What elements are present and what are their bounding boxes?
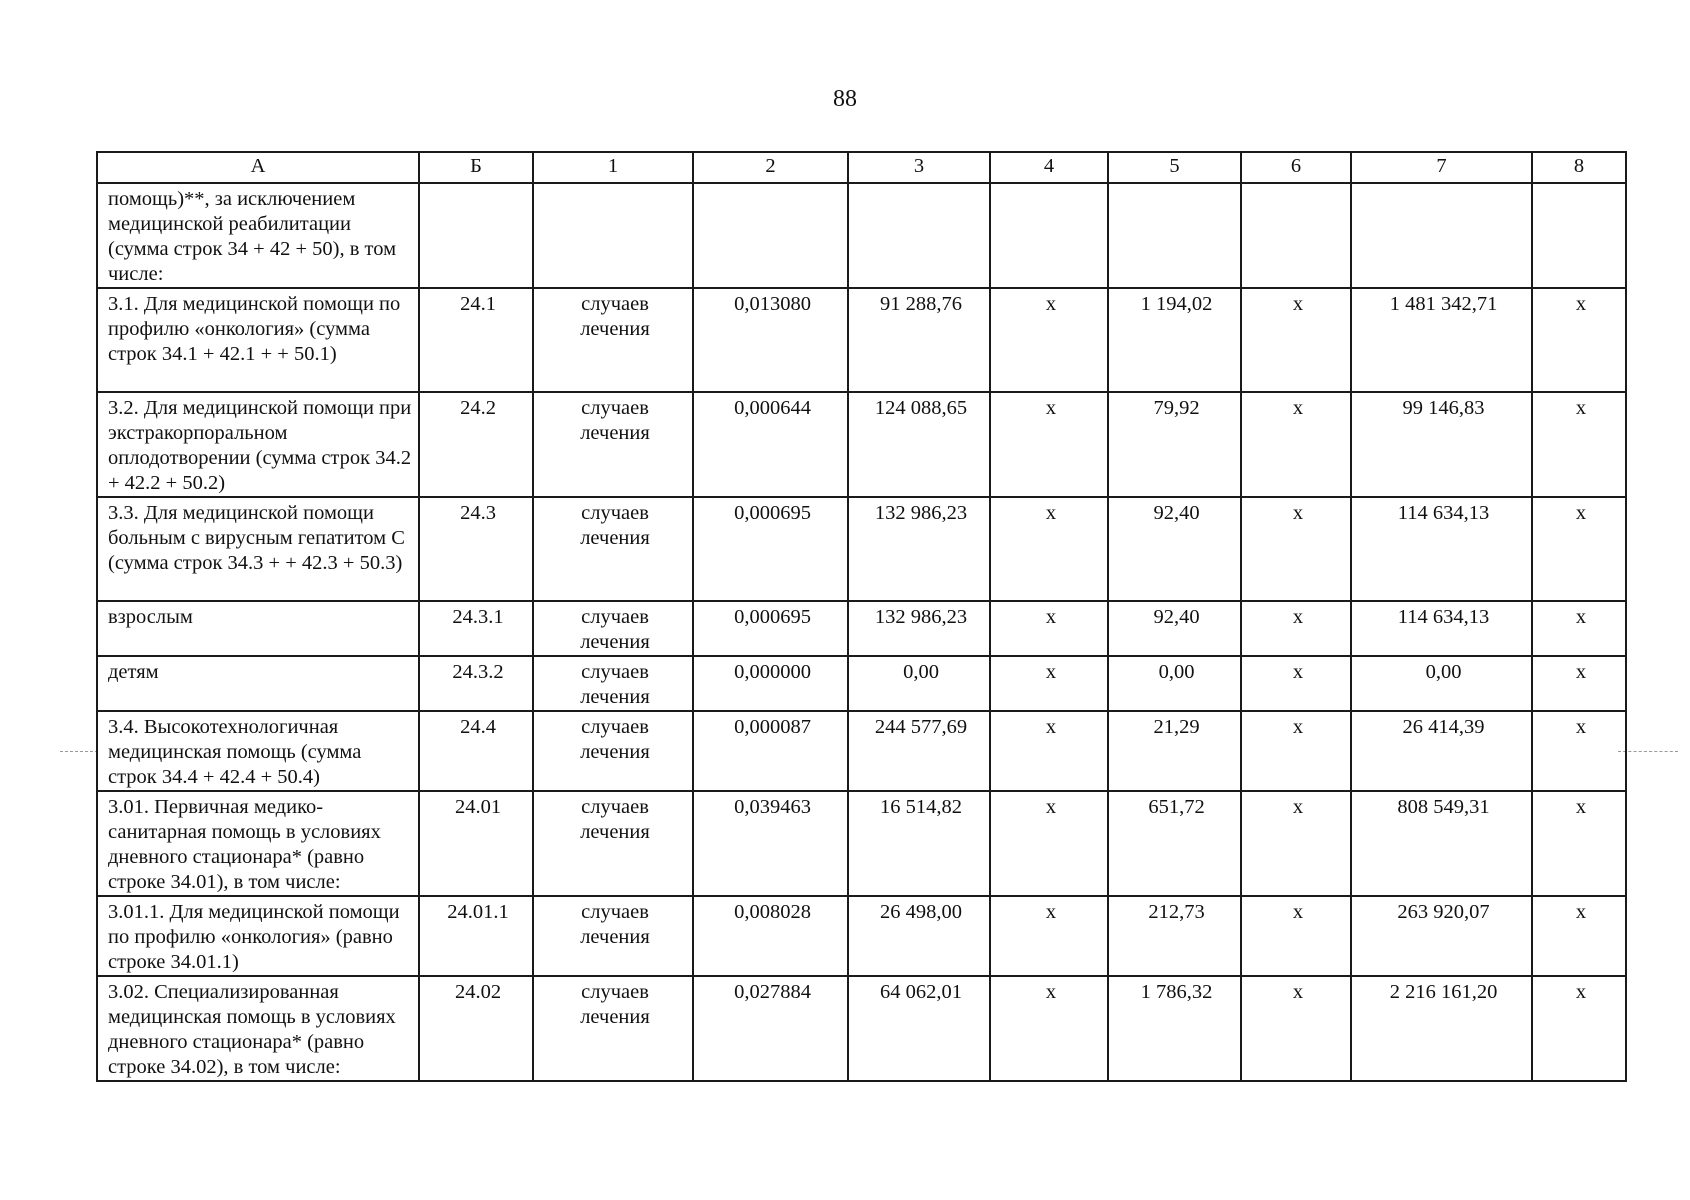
value-cell [1351, 183, 1532, 288]
value-cell: х [1532, 288, 1626, 392]
value-cell: 92,40 [1108, 601, 1241, 656]
value-cell: х [990, 896, 1108, 976]
value-cell: х [1241, 601, 1351, 656]
column-header: 8 [1532, 152, 1626, 183]
row-description: 3.4. Высокотехнологичная медицинская помощь (сумма строк 34.4 + 42.4 + 50.4) [97, 711, 419, 791]
value-cell: 0,027884 [693, 976, 848, 1081]
unit-cell: случаев лечения [533, 601, 693, 656]
value-cell: х [1532, 656, 1626, 711]
unit-cell: случаев лечения [533, 976, 693, 1081]
value-cell: 0,00 [1351, 656, 1532, 711]
column-header: 2 [693, 152, 848, 183]
row-description: 3.01. Первичная медико-санитарная помощь в условиях дневного стационара* (равно строке 34.01), в том числе: [97, 791, 419, 896]
row-description: 3.01.1. Для медицинской помощи по профилю «онкология» (равно строке 34.01.1) [97, 896, 419, 976]
value-cell: 0,000695 [693, 601, 848, 656]
row-description: 3.1. Для медицинской помощи по профилю «онкология» (сумма строк 34.1 + 42.1 + + 50.1) [97, 288, 419, 392]
value-cell: х [1532, 791, 1626, 896]
value-cell: 0,000000 [693, 656, 848, 711]
value-cell: 0,008028 [693, 896, 848, 976]
value-cell: 124 088,65 [848, 392, 990, 497]
value-cell: х [990, 497, 1108, 601]
column-header: Б [419, 152, 533, 183]
row-code: 24.4 [419, 711, 533, 791]
value-cell: 1 481 342,71 [1351, 288, 1532, 392]
row-code: 24.01 [419, 791, 533, 896]
table-row [97, 288, 1626, 392]
value-cell: 132 986,23 [848, 601, 990, 656]
row-code: 24.2 [419, 392, 533, 497]
value-cell: 808 549,31 [1351, 791, 1532, 896]
column-header: 3 [848, 152, 990, 183]
table-header-row [97, 152, 1626, 183]
value-cell: 0,00 [1108, 656, 1241, 711]
table-row [97, 896, 1626, 976]
value-cell: х [1532, 896, 1626, 976]
value-cell: 212,73 [1108, 896, 1241, 976]
value-cell: х [990, 656, 1108, 711]
column-header: 7 [1351, 152, 1532, 183]
value-cell [990, 183, 1108, 288]
value-cell: 2 216 161,20 [1351, 976, 1532, 1081]
value-cell: 0,000695 [693, 497, 848, 601]
column-header: 5 [1108, 152, 1241, 183]
value-cell: 263 920,07 [1351, 896, 1532, 976]
column-header: 4 [990, 152, 1108, 183]
value-cell: 244 577,69 [848, 711, 990, 791]
value-cell: 92,40 [1108, 497, 1241, 601]
scan-artifact-line [60, 751, 98, 752]
row-code: 24.1 [419, 288, 533, 392]
table-row [97, 711, 1626, 791]
value-cell: х [1532, 497, 1626, 601]
row-code: 24.3.2 [419, 656, 533, 711]
row-code: 24.02 [419, 976, 533, 1081]
value-cell: х [990, 976, 1108, 1081]
value-cell: 79,92 [1108, 392, 1241, 497]
value-cell: х [1241, 711, 1351, 791]
value-cell: х [1241, 976, 1351, 1081]
data-table [96, 151, 1627, 1082]
row-description: помощь)**, за исключением медицинской реабилитации (сумма строк 34 + 42 + 50), в том числе: [97, 183, 419, 288]
unit-cell: случаев лечения [533, 392, 693, 497]
value-cell: х [990, 288, 1108, 392]
table-row [97, 183, 1626, 288]
value-cell: 0,000644 [693, 392, 848, 497]
value-cell [1108, 183, 1241, 288]
value-cell: 0,013080 [693, 288, 848, 392]
value-cell: х [1241, 896, 1351, 976]
value-cell [1241, 183, 1351, 288]
value-cell: 26 498,00 [848, 896, 990, 976]
scan-artifact-line [1618, 751, 1678, 752]
value-cell: х [1532, 601, 1626, 656]
row-code: 24.3.1 [419, 601, 533, 656]
value-cell: х [1241, 656, 1351, 711]
value-cell: х [1241, 288, 1351, 392]
column-header: А [97, 152, 419, 183]
unit-cell: случаев лечения [533, 497, 693, 601]
row-code [419, 183, 533, 288]
value-cell: 0,00 [848, 656, 990, 711]
value-cell: х [1241, 791, 1351, 896]
value-cell: 132 986,23 [848, 497, 990, 601]
value-cell: 114 634,13 [1351, 497, 1532, 601]
value-cell: 99 146,83 [1351, 392, 1532, 497]
value-cell: х [1532, 392, 1626, 497]
value-cell: х [1241, 497, 1351, 601]
value-cell: 64 062,01 [848, 976, 990, 1081]
unit-cell [533, 183, 693, 288]
value-cell: х [990, 392, 1108, 497]
value-cell: 91 288,76 [848, 288, 990, 392]
unit-cell: случаев лечения [533, 711, 693, 791]
row-description: 3.3. Для медицинской помощи больным с вирусным гепатитом С (сумма строк 34.3 + + 42.3 + 50.3) [97, 497, 419, 601]
table-row [97, 791, 1626, 896]
table-row [97, 656, 1626, 711]
value-cell: х [1241, 392, 1351, 497]
value-cell: 16 514,82 [848, 791, 990, 896]
value-cell: 21,29 [1108, 711, 1241, 791]
row-description: 3.2. Для медицинской помощи при экстракорпоральном оплодотворении (сумма строк 34.2 + 42.2 + 50.2) [97, 392, 419, 497]
unit-cell: случаев лечения [533, 656, 693, 711]
value-cell: 0,000087 [693, 711, 848, 791]
column-header: 6 [1241, 152, 1351, 183]
value-cell [1532, 183, 1626, 288]
row-description: 3.02. Специализированная медицинская помощь в условиях дневного стационара* (равно строке 34.02), в том числе: [97, 976, 419, 1081]
value-cell: 114 634,13 [1351, 601, 1532, 656]
page-number: 88 [833, 86, 857, 112]
table-row [97, 976, 1626, 1081]
value-cell: х [1532, 976, 1626, 1081]
table-row [97, 497, 1626, 601]
value-cell: 1 194,02 [1108, 288, 1241, 392]
value-cell: х [990, 791, 1108, 896]
value-cell: х [990, 601, 1108, 656]
row-code: 24.01.1 [419, 896, 533, 976]
value-cell [693, 183, 848, 288]
unit-cell: случаев лечения [533, 791, 693, 896]
row-description: детям [97, 656, 419, 711]
unit-cell: случаев лечения [533, 896, 693, 976]
table-row [97, 601, 1626, 656]
row-code: 24.3 [419, 497, 533, 601]
value-cell: 1 786,32 [1108, 976, 1241, 1081]
value-cell: 0,039463 [693, 791, 848, 896]
value-cell: х [1532, 711, 1626, 791]
value-cell [848, 183, 990, 288]
value-cell: 651,72 [1108, 791, 1241, 896]
column-header: 1 [533, 152, 693, 183]
value-cell: х [990, 711, 1108, 791]
value-cell: 26 414,39 [1351, 711, 1532, 791]
table-row [97, 392, 1626, 497]
unit-cell: случаев лечения [533, 288, 693, 392]
row-description: взрослым [97, 601, 419, 656]
